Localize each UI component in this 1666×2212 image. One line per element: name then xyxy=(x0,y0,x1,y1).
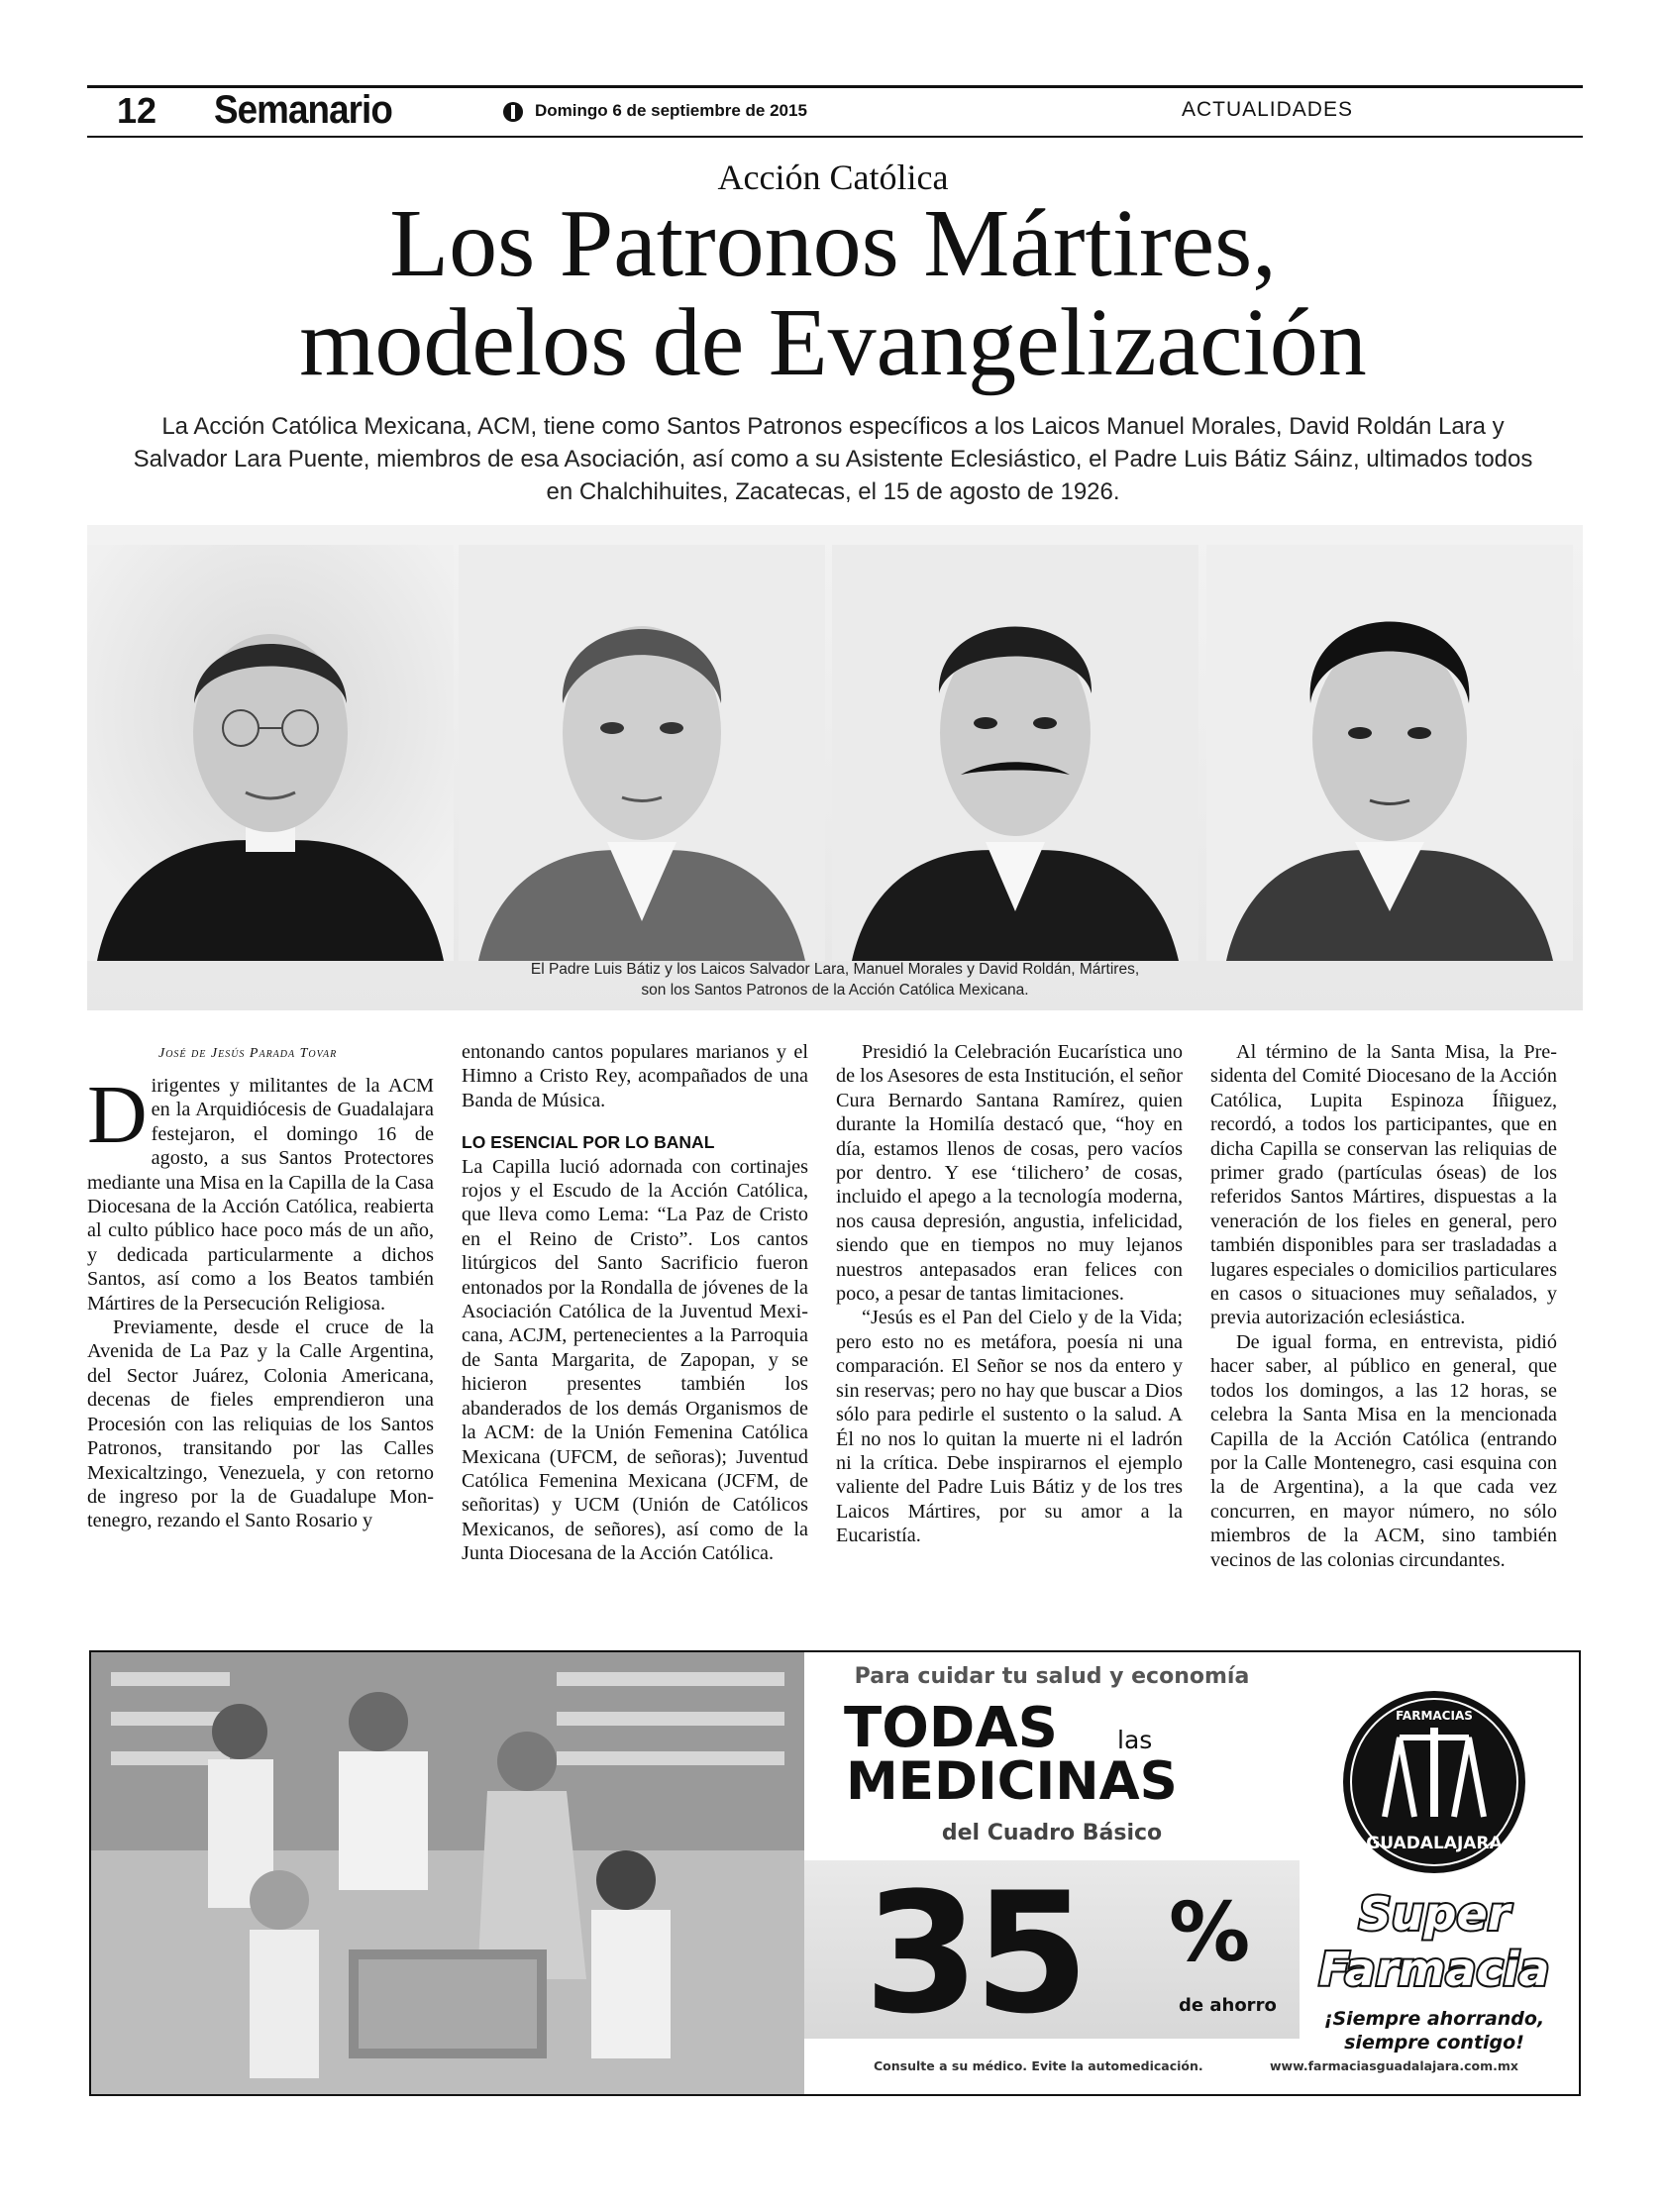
logo-bottom-text: GUADALAJARA xyxy=(1366,1834,1503,1853)
portrait-layman-1 xyxy=(459,545,825,961)
article-column-4: Al término de la Santa Misa, la Presidenta del Comité Diocesano de la Acción Católica, Lupita Espinoza Íñiguez, recordó, a todos los participantes, que en dicha Capilla se conservan las reliquias de primer grado (partículas óseas) de los referidos Santos Mártires, dispuestas a la veneración de los fieles en general, pero también disponibles para ser trasladadas a lugares especiales o domicilios particulares en casos o situaciones muy señalados, y previa autorización eclesiástica. De igual forma, en entrevista, pidió hacer saber, al público en general, que todos los domingos, a las 12 horas, se celebra la Santa Misa en la mencionada Capilla de la Acción Católica (entrando por la Calle Montenegro, casi esquina con la de Argentina), a la que cada vez concurren, en mayor número, no sólo miembros de la ACM, sino también vecinos de las colonias circundantes. xyxy=(1210,1041,1557,1571)
ad-percent-sign: % xyxy=(1169,1886,1251,1980)
masthead xyxy=(87,85,1583,138)
article-column-1: Dirigentes y militantes de la ACM en la Arquidiócesis de Guadalajara festejaron, el domingo 16 de agosto, a sus Santos Protectores mediante una Misa en la Capilla de la Casa Diocesana de la Acción Católica, reabierta al culto público hace poco más de un año, y dedicada particularmente a dichos Santos, así como a los Beatos también Mártires de la Persecución Religiosa. Previamente, desde el cruce de la Avenida de La Paz y la Calle Argentina, del Sector Juárez, Colonia Americana, decenas de fieles emprendieron una Procesión con las reliquias de los Santos Patronos, transitando por las Calles Mexicaltzingo, Venezuela, y con retorno de ingreso por la de Guadalupe Montenegro, rezando el Santo Rosario y xyxy=(87,1069,434,1532)
portrait-layman-2 xyxy=(832,545,1198,961)
article-column-3: Presidió la Celebración Eucarística uno de los Asesores de esta Institución, el señor Cura Bernardo Santana Ramírez, quien durante la Homilía destacó que, “hoy en día, estamos llenos de cosas, pero vacíos por dentro. Y ese ‘tilichero’ de cosas, incluido el apego a la tecnología moderna, nos causa depresión, angustia, infelicidad, siendo que en tiempos no muy lejanos nuestros antepasados eran felices con poco, a pesar de tantas limitaciones. “Jesús es el Pan del Cielo y de la Vida; pero esto no es metáfora, poesía ni una comparación. El Señor se nos da entero y sin reservas; pero no hay que buscar a Dios sólo para pedirle el sustento o la salud. A Él no nos lo quitan la muerte ni el ladrón ni la crítica. Debe inspirarnos el ejemplo valiente del Padre Luis Bátiz y de los tres Laicos Mártires, por su amor a la Eucaristía. xyxy=(836,1041,1183,1547)
ad-disclaimer: Consulte a su médico. Evite la automedicación. xyxy=(874,2058,1203,2073)
super-farmacia-logo xyxy=(1276,1878,1581,1997)
globe-icon xyxy=(503,102,523,122)
ad-medicinas: MEDICINAS xyxy=(846,1751,1178,1812)
family-shopping-photo xyxy=(91,1652,804,2094)
article-headline xyxy=(0,190,1666,396)
page-number: 12 xyxy=(117,90,157,131)
newspaper-brand: Semanario xyxy=(214,88,392,132)
ad-savings-label: de ahorro xyxy=(1179,1995,1277,2016)
martyrs-portraits-photo xyxy=(87,525,1583,1010)
ad-website-url: www.farmaciasguadalajara.com.mx xyxy=(1270,2058,1518,2073)
logo-top-text: FARMACIAS xyxy=(1396,1709,1473,1723)
headline-line-2: modelos de Evangelización xyxy=(299,289,1367,396)
article-deck: La Acción Católica Mexicana, ACM, tiene como Santos Patronos específicos a los Laicos Manuel Morales, David Roldán Lara y Salvador Lara Puente, miembros de esa Asociación, así como a su Asistente Eclesiástico, el Padre Luis Bátiz Sáinz, ultimados todos en Chalchihuites, Zacatecas, el 15 de agosto de 1926. xyxy=(133,413,1533,505)
headline-line-1: Los Patronos Mártires, xyxy=(389,190,1277,297)
farmacias-guadalajara-logo xyxy=(1315,1688,1553,1876)
article-column-2: entonando cantos populares marianos y el Himno a Cristo Rey, acompañados de una Banda de Música. LO ESENCIAL POR LO BANAL La Capilla lució adornada con cortinajes rojos y el Escudo de la Acción Católica, que lleva como Lema: “La Paz de Cristo en el Reino de Cristo”. Los cantos litúrgicos del Santo Sacrificio fueron entonados por la Rondalla de jóvenes de la Asociación Católica de la Juventud Mexicana, ACJM, pertenecientes a la Parroquia de Santa Margarita, de Zapopan, y se hicieron presentes también los abanderados de los demás Organismos de la ACM: de la Unión Femenina Católica Mexicana (UFCM, de señoras); Juventud Católica Femenina Mexicana (JCFM, de señoritas) y UCM (Unión de Católicos Mexicanos, de señores), así como de la Junta Diocesana de la Acción Católica. xyxy=(462,1041,808,1565)
ad-tagline: Para cuidar tu salud y economía xyxy=(854,1664,1250,1689)
portrait-priest xyxy=(87,545,454,961)
drop-cap: D xyxy=(87,1069,148,1161)
logo-farmacia-text: Farmacia xyxy=(1318,1943,1550,1996)
photo-caption: El Padre Luis Bátiz y los Laicos Salvador Lara, Manuel Morales y David Roldán, Mártires, son los Santos Patronos de la Acción Católica Mexicana. xyxy=(530,961,1140,999)
pharmacy-advertisement xyxy=(89,1650,1581,2096)
logo-super-text: Super xyxy=(1358,1887,1510,1941)
issue-date: Domingo 6 de septiembre de 2015 xyxy=(535,101,807,120)
byline: José de Jesús Parada Tovar xyxy=(158,1046,338,1061)
article-subhead: LO ESENCIAL POR LO BANAL xyxy=(462,1132,715,1153)
ad-cuadro-basico: del Cuadro Básico xyxy=(941,1821,1163,1845)
ad-todas: TODAS xyxy=(844,1696,1058,1760)
portrait-layman-3 xyxy=(1206,545,1573,961)
ad-las: las xyxy=(1117,1726,1153,1754)
ad-slogan: ¡Siempre ahorrando, siempre contigo! xyxy=(1323,2008,1545,2054)
section-label: ACTUALIDADES xyxy=(1181,98,1353,121)
article-kicker: Acción Católica xyxy=(717,158,949,197)
ad-discount-number: 35 xyxy=(864,1856,1084,2051)
